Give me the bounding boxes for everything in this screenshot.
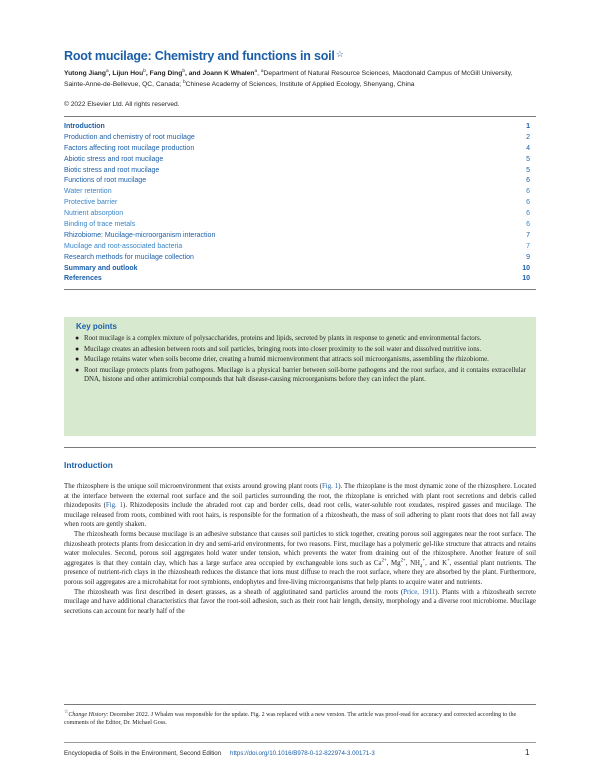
bullet-icon: ● — [75, 344, 80, 353]
title-text: Root mucilage: Chemistry and functions in soil — [64, 49, 335, 63]
key-points-box — [64, 317, 536, 436]
paragraph-3: The rhizosheath was first described in desert grasses, as a sheath of agglutinated sand particles around the roots (Price, 1911). Plants with a rhizosheath secrete mucilage and have additional characteristics that favor the root-soil adhesion, such as their root hair length, density, morphology and a diverse root microbiome. Mucilage secretions can account for nearly half of the — [64, 588, 536, 615]
footer-rule — [64, 742, 536, 743]
author-4-affil: a — [254, 68, 258, 74]
key-points-title: Key points — [76, 322, 117, 331]
key-point-text: Mucilage retains water when soils become drier, creating a humid microenvironment that attracts soil microorganisms, assembling the rhizobiome. — [84, 356, 489, 364]
toc-entry-label: Binding of trace metals — [64, 221, 136, 229]
footnote-rule — [64, 704, 536, 705]
toc-entry-page: 6 — [526, 199, 530, 207]
toc-entry-label: Factors affecting root mucilage production — [64, 144, 195, 152]
toc-entry[interactable] — [64, 155, 530, 166]
toc-bottom-rule — [64, 289, 536, 290]
toc-entry[interactable] — [64, 187, 530, 198]
toc-entry-page: 5 — [526, 166, 530, 174]
toc-entry-label: Introduction — [64, 123, 105, 130]
toc-entry-page: 6 — [526, 221, 530, 229]
table-of-contents — [64, 122, 530, 285]
toc-entry-label: Nutrient absorption — [64, 210, 124, 218]
toc-entry[interactable] — [64, 176, 530, 187]
fig1-link[interactable]: Fig. 1 — [321, 483, 339, 490]
introduction-body — [64, 482, 536, 616]
toc-top-rule — [64, 116, 536, 117]
author-2: Lijun Hou — [112, 70, 144, 77]
toc-entry[interactable] — [64, 122, 530, 133]
key-point-text: Root mucilage is a complex mixture of polysaccharides, proteins and lipids, secreted by plants in response to genetic and environmental factors. — [84, 335, 482, 342]
section-heading-introduction: Introduction — [64, 460, 113, 470]
toc-entry-page: 7 — [526, 242, 530, 250]
key-point — [74, 334, 526, 344]
toc-entry-label: Mucilage and root-associated bacteria — [64, 242, 183, 250]
toc-entry-page: 6 — [526, 210, 530, 218]
toc-entry-label: Biotic stress and root mucilage — [64, 166, 160, 174]
toc-entry[interactable] — [64, 220, 530, 231]
affil-b-mark: b — [182, 79, 186, 85]
title-footnote-mark[interactable]: ☆ — [335, 49, 344, 59]
key-point — [74, 355, 526, 365]
toc-entry-page: 1 — [526, 123, 530, 130]
author-1-affil: a — [105, 68, 109, 74]
copyright: © 2022 Elsevier Ltd. All rights reserved. — [64, 101, 180, 108]
toc-entry-page: 10 — [522, 264, 530, 272]
author-block: Yutong Jiang$^a$, Lijun Hou$^b$, Fang Ding$^b$, and Joann K Whalen$^a$, $^a$Department of Natural Resource Sciences, Macdonald Campus of McGill University, Sainte-Anne-de-Bellevue, QC, Canada; $^b$Chinese Academy of Sciences, Institute of Applied Ecology, Shenyang, China — [64, 68, 513, 88]
bullet-icon: ● — [75, 334, 80, 342]
toc-entry-label: Rhizobiome: Mucilage-microorganism interaction — [64, 231, 216, 239]
toc-entry-label: Research methods for mucilage collection — [64, 253, 194, 261]
toc-entry[interactable] — [64, 133, 530, 144]
toc-entry[interactable] — [64, 274, 530, 285]
toc-entry-label: Abiotic stress and root mucilage — [64, 155, 164, 163]
key-points-list — [74, 334, 526, 386]
book-title: Encyclopedia of Soils in the Environment, Second Edition — [64, 750, 222, 757]
author-2-affil: b — [143, 68, 146, 74]
toc-entry-label: Water retention — [64, 188, 112, 196]
toc-entry[interactable] — [64, 253, 530, 264]
toc-entry-page: 6 — [526, 177, 530, 185]
affil-a-mark: a — [260, 68, 264, 74]
key-point-text: Mucilage creates an adhesion between roots and soil particles, bringing roots into closer proximity to the soil water and dissolved nutritive ions. — [84, 345, 482, 353]
footnote-mark: ☆ — [64, 710, 69, 715]
toc-entry-label: Production and chemistry of root mucilage — [64, 133, 195, 141]
toc-entry-page: 10 — [522, 275, 530, 283]
toc-entry-page: 6 — [526, 188, 530, 196]
toc-entry[interactable] — [64, 198, 530, 209]
key-point-text: Root mucilage protects plants from pathogens. Mucilage is a physical barrier between soil-borne pathogens and the root surface, and it contains extracellular DNA, histone and other antimicrobial compounds that halt disease-causing microorganisms before they can infect the plant. — [84, 366, 526, 384]
toc-entry-label: Protective barrier — [64, 199, 118, 207]
toc-entry[interactable] — [64, 231, 530, 242]
toc-entry-label: Functions of root mucilage — [64, 177, 147, 185]
price-1911-link[interactable]: Price, 1911 — [403, 588, 436, 596]
affiliation-a: Department of Natural Resource Sciences, Macdonald Campus of McGill University, Sainte-Anne-de-Bellevue, QC, Canada; — [64, 70, 513, 88]
toc-entry[interactable] — [64, 144, 530, 155]
bullet-icon: ● — [75, 365, 80, 374]
author-3-affil: b — [182, 68, 185, 74]
affiliation-b: Chinese Academy of Sciences, Institute of Applied Ecology, Shenyang, China — [185, 80, 415, 88]
author-1: Yutong Jiang — [64, 70, 106, 77]
toc-entry[interactable] — [64, 166, 530, 177]
footnote — [64, 711, 536, 728]
toc-entry-page: 4 — [526, 144, 530, 152]
toc-entry[interactable] — [64, 242, 530, 253]
section-rule — [64, 447, 536, 448]
toc-entry-label: Summary and outlook — [64, 264, 138, 272]
toc-entry-label: References — [64, 275, 102, 283]
bullet-icon: ● — [75, 355, 80, 364]
toc-entry-page: 5 — [526, 155, 530, 163]
paragraph-2: The rhizosheath forms because mucilage is an adhesive substance that causes soil particles to stick together, creating porous soil aggregates near the root surface. The rhizosheath protects plants from desiccation in dry and semi-arid environments, for two reasons. First, mucilage has a polymeric gel-like structure that attracts and retains water molecules. Second, porous soil aggregates hold water under tension, which prevents the water from draining out of the rhizosphere. Another feature of soil aggregates is that they contain clay, which has a large surface area occupied by exchangeable ions such as $Ca^{2+}$, $Mg^{2+}$, $NH_4^+$, and K+, essential plant nutrients. The presence of nutrient-rich clays in the rhizosheath reduces the distance that ions must diffuse to reach the root surface, where they are absorbed by the plant. Furthermore, porous soil aggregates are a microhabitat for root symbionts, endophytes and free-living microorganisms that help plants to acquire water and nutrients. — [64, 530, 536, 586]
key-point — [74, 345, 526, 355]
toc-entry-page: 2 — [526, 133, 530, 141]
author-4: Joann K Whalen — [202, 70, 255, 77]
footnote-label: Change History — [68, 712, 107, 718]
page-number: 1 — [525, 748, 530, 757]
key-point — [74, 366, 526, 385]
toc-entry-page: 9 — [526, 253, 530, 261]
paragraph-1: The rhizosphere is the unique soil microenvironment that exists around growing plant roots (Fig. 1). The rhizoplane is the most dynamic zone of the rhizosphere. Located at the interface between the external root surface and the soil particles surrounding the root, the rhizoplane is enriched with plant root secretions and debris called rhizodeposits (Fig. 1). Rhizodeposits include the abraded root cap and border cells, dead root cells, water-soluble root exudates, respired gasses and mucilage. The mucilage released from roots, combined with root hairs, is responsible for the formation of a rhizosheath, the mass of soil adhering to plant roots that does not fall away when roots are gently shaken. — [64, 483, 536, 529]
author-3: Fang Ding — [149, 70, 183, 77]
toc-entry[interactable] — [64, 209, 530, 220]
toc-entry-page: 7 — [526, 231, 530, 239]
footnote-text: : December 2022. J Whalen was responsible for the update. Fig. 2 was replaced with a new version. The article was proof-read for accuracy and corrected according to the comments of the Editor, Dr. Michael Goss. — [64, 712, 517, 727]
fig1-link[interactable]: Fig. 1 — [105, 502, 124, 510]
doi-link[interactable]: https://doi.org/10.1016/B978-0-12-822974-3.00171-3 — [230, 750, 375, 757]
toc-entry[interactable] — [64, 264, 530, 275]
article-title — [64, 49, 344, 63]
